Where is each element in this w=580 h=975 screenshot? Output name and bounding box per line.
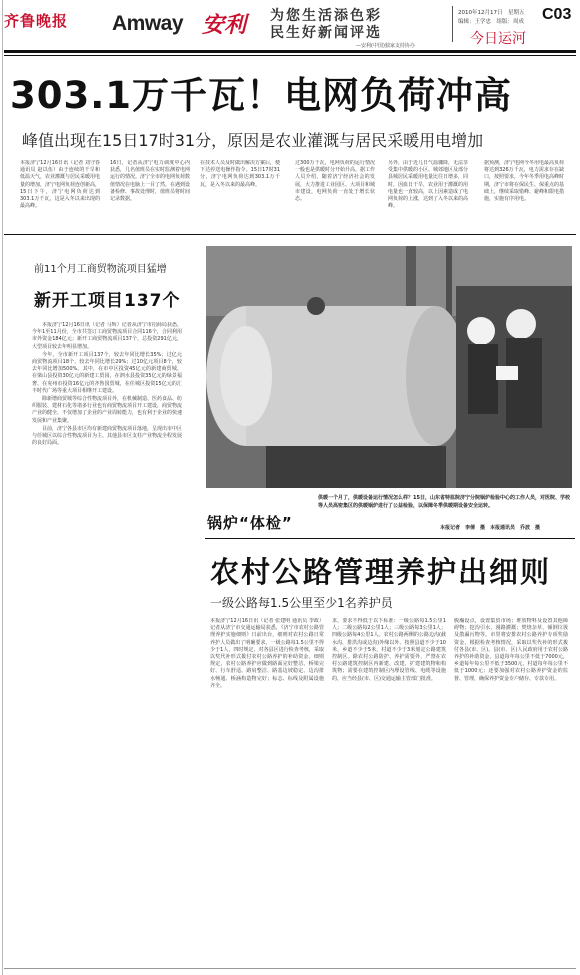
sponsor-note: —安利(中国)独家支持协办 (356, 43, 415, 49)
lead-column-4: 过300万千瓦，电网负荷的运行情况一般也是供暖时分开始升高。据工作人员介绍，随着济宁经济社会的发展，大力推进工业园区、大项目和城市建设，电网负荷一直处于增长状态。 (295, 160, 375, 203)
campaign-slogan (270, 8, 382, 42)
side-kicker: 前11个月工商贸物流项目猛增 (34, 264, 167, 275)
paper-logo: 齐鲁晚报 (4, 12, 69, 30)
side-paragraph-4: 目前，济宁各县市区均有新建商贸物流项目落地，呈现出市中区与任城区以综合性物流项目为主、其他县市区支柱产业物流全程发展的良好局面。 (32, 425, 182, 447)
lead-subhead: 峰值出现在15日17时31分，原因是农业灌溉与居民采暖用电增加 (22, 131, 484, 150)
lead-column-5: 另外，由于近几日气温骤降，无法享受集中供暖的小区、城郊地区及部分县城居民采暖用电量比往日增多，同时，因血日干旱，农业用于灌溉的用电量也一直较高，以上因素造成了电网负荷的上涨，达到了入冬以来的高峰。 (388, 160, 468, 210)
page-margin-left (2, 0, 3, 975)
side-headline: 新开工项目137个 (34, 291, 181, 311)
section-rule-2 (205, 538, 575, 539)
lead-column-1: 本报济宁12月16日讯（记者 刘守春 通讯员 赵以伍）由于连续的干旱和低温天气，农业灌溉与居民采暖用电量的增加，济宁电网负荷连创新高，15日下午，济宁电网负荷达到303.1万千瓦，这是入冬以来出现的最高峰。 (20, 160, 100, 210)
section-rule (4, 234, 576, 235)
page-footer-rule (4, 968, 576, 969)
side-paragraph-1: 本报济宁12月16日讯（记者 马辉）记者从济宁市招商局获悉，今年1至11月份，全市共签订工商贸物流项目合同116个，合同利用市外资金184亿元；新开工商贸物流项目137个，总投资291亿元，大型项目较去年明显增加。 (32, 322, 182, 350)
side-paragraph-3: 除新增商贸城等综合性物流项目外，在机械制造、医药食品、纺织服装、建材石化等诸多行业也有商贸物流项目开工建设，商贸物流产业的健全，不仅增加了企业的产业周转能力，也有利于企业的快速发展和产业集聚。 (32, 396, 182, 424)
slogan-line-2: 民生好新闻评选 (270, 25, 382, 41)
road-column-2: 求，要求不得低于以下标准：一级公路每1.5公里1人；二级公路每2公里1人；三级公路每3公里1人；四级公路每4公里1人。农村公路两侧的公路边沟(截水沟、排洪沟或边沟)外缘以外、按照县道不少于10米，乡道不少于5米，村道不少于3米划定公路建筑控制区。除农村公路防护、养护需要外，严禁在农村公路建筑控制区内新建、改建、扩建建筑物和构筑物；需要在建筑控制区内埋设管线、电缆等设施的，应当经县(市、区)交通运输主管部门批准。 (332, 618, 446, 682)
slogan-line-1: 为您生活添色彩 (270, 8, 382, 24)
lead-headline: 303.1万千瓦！电网负荷冲高 (10, 74, 513, 117)
boiler-photo-illustration (206, 246, 572, 488)
lead-column-6: 据预测，济宁电网今冬用电最高负荷将达到326万千瓦，电力需求存在缺口，按照要求，今年冬季用电高峰时期，济宁市将在保民生、保重点的基础上，继续采取错峰、避峰和限电措施，实施有序用电。 (484, 160, 564, 203)
photo-credit: 本报记者 李倩 摄 本报通讯员 乔波 摄 (440, 525, 541, 531)
lead-column-3: 在技术人员及时做出解决方案后，便下达停送电操作指令。15日17时31分，济宁电网负荷达到303.1万千瓦，是入冬以来的最高峰。 (200, 160, 280, 188)
side-body (32, 322, 182, 502)
page-number: C03 (542, 6, 572, 23)
lead-column-2: 16日，记者从济宁电力调度中心内获悉，几名值班员在实时监测着电网运行的情况。济宁全市的电网负荷数值情况在电脑上一目了然。在遇到设备检修、事故处理时，值班员将时间记录数据。 (110, 160, 190, 203)
header-rule (4, 50, 576, 53)
amway-en-wordmark: Amway (112, 12, 184, 35)
amway-brand-logo (112, 6, 260, 46)
photo-caption-title: 锅炉“体检” (207, 514, 293, 532)
road-subhead: 一级公路每1.5公里至少1名养护员 (210, 596, 393, 610)
side-paragraph-2: 今年，全市新开工项目137个，较去年同比增长35%；过亿元商贸物流项目18个，较去年同比增长29%；过10亿元项目8个，较去年同比增加500%。其中，在市中区投资45亿元的新建商贸城、在梁山县投资30亿元的新建工贸园，在泗水县投资35亿元的绿景福奢、在兖州市投资16亿元的齐鲁国贸城，在任城区投资15亿元的汇丰时代广场等重大项目相继开工建设。 (32, 351, 182, 394)
amway-cn-wordmark: 安利 (202, 12, 247, 38)
boiler-photo (206, 246, 572, 488)
editor-text: 编辑：王学忠 组版：周成 (458, 19, 525, 25)
road-column-3: 腹瀚设点，设置集贸市场；堆放物料及设置其他障碍物；挖沟引水，漫路灌溉；焚烧杂草，倾倒垃圾及散漏污物等。市里将安排农村公路养护专项奖励资金，根据检查考核情况，采取以奖代补的形式拨付各县(市、区)。县(市、区)人民政府用于农村公路养护的补助资金，县道每年每公里不低于7000元，乡道每年每公里不低于3500元，村道每年每公里不低于1000元；还要加强对农村公路养护资金的监督、管理，确保养护资金专户储存、专款专用。 (454, 618, 568, 682)
road-column-1: 本报济宁12月16日讯（记者 张建明 通讯员 李政）记者从济宁市交通运输局获悉，《济宁市农村公路管理养护实施细则》日前出台，细则对农村公路日常养护人员做出了明确要求，一级公路每1.5公里不得少于1人，四时规定，对各县区进行检查考核，采取以奖代补形式拨付农村公路养护的补助资金。细则规定，农村公路养护应做到路面完好整洁、桥梁完好、行车舒适、路肩整洁、路基边坡稳定、边沟排水畅通、桥涵构造物完好；标志、标线及附属设施齐全。 (210, 618, 324, 689)
dateline (458, 9, 525, 27)
photo-caption: 供暖一个月了，供暖设备运行情况怎么样？15日，山东省特监院济宁分院锅炉检验中心的工作人员，对医院、学校等人员高密集区的供暖锅炉进行了公益检验，以保障冬季供暖期设备安全运转。 (318, 495, 570, 509)
header-rule-thin (4, 55, 576, 56)
date-text: 2010年12月17日 星期五 (458, 10, 525, 16)
road-headline: 农村公路管理养护出细则 (210, 555, 552, 589)
section-name: 今日运河 (470, 31, 526, 47)
header-divider (452, 6, 453, 42)
